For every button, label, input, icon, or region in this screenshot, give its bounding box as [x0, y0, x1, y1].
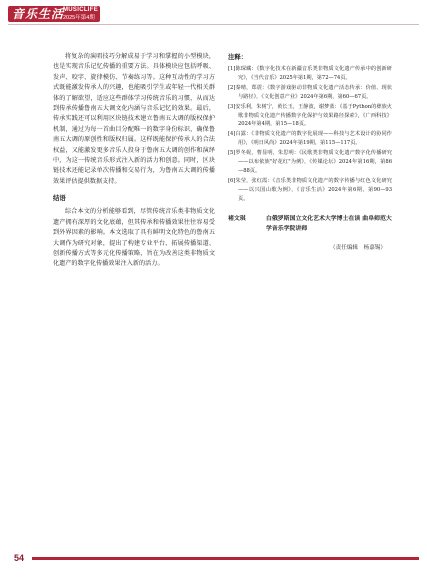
footer-band [32, 557, 419, 560]
responsible-editor: （责任编辑 杨嘉锡） [330, 244, 386, 251]
reference-item: [2]秦晴，郑震：《数字游戏驱动非物质文化遗产活态传承：价值、现状与路径》，《文化创意产业》2024年第6期，第60—67页。 [228, 84, 392, 100]
magazine-logo: 音乐生活 [12, 7, 65, 21]
reference-item: [4]白露：《非物质文化遗产的数字化展现——科技与艺术设计的协同作用》，《明日风尚》2024年第19期，第115—117页。 [228, 131, 392, 147]
author-bio: 白俄罗斯国立文化艺术大学博士在读 曲阜师范大学音乐学院讲师 [266, 215, 392, 232]
author-note [228, 214, 392, 234]
conclusion-paragraph: 综合本文的分析能够看到，尽管传统音乐类非物质文化遗产拥有深厚的文化底蕴，但其传承和传播效果往往容易受到外界因素的影响。本文选取了具有鲜明文化特色的鲁南五大调作为研究对象，提出了构建专业平台、拓展传播渠道、创新传播方式等多元化传播策略，旨在为改善这类非物质文化遗产的数字化传播效果注入新的活力。 [53, 208, 215, 268]
reference-item: [1]陈琛藏：《数字化技术在新疆音乐类非物质文化遗产传承中的创新研究》，《当代音乐》2025年第1期，第72—74页。 [228, 66, 392, 81]
left-column [53, 52, 215, 270]
right-column [228, 52, 392, 253]
page-number: 54 [14, 553, 25, 563]
page-header [0, 0, 427, 26]
notes-heading: 注释： [228, 53, 248, 61]
author-name: 褚文琪 [228, 215, 246, 222]
reference-item: [6]朱莹，张红霞：《音乐类非物质文化遗产的数字传播与红色文化研究——以兴国山歌为例》，《音乐生活》2024年第6期，第90—93页。 [228, 177, 392, 202]
reference-item: [3]安乐利，朱树宁，黄长玉，王静波，谢梦蓝：《基于Python的彝族火歌非物质文化遗产传播数字化保护与效果路径探索》，《广西科技》2024年第4期，第15—18页。 [228, 103, 392, 128]
body-paragraph: 将复杂的演唱技巧分解成易于学习和掌握的小型模块，也是实现音乐记忆传播的重要方法。具体模块应包括呼吸、发声、咬字、旋律模仿、节奏练习等。这种互动性的学习方式既能激发传承人的兴趣，也能吸引学生或年轻一代相关群体的了解欲望，适应这些群体学习传统音乐的习惯，从而达到传承传播鲁南五大调文化内涵与音乐记忆的效果。最后，传承实践还可以利用区块链技术建立鲁南五大调的版权保护机制，通过为每一首曲目分配唯一的数字身份标识，确保鲁南五大调的原创性和版权归属。这样既能保护传承人的合法权益，又能激发更多音乐人投身于鲁南五大调的创作和演绎中，为这一传统音乐形式注入新的活力和创意。同时，区块链技术还能记录单次传播和交易行为，为鲁南五大调的传播效果评估提供数据支持。 [53, 53, 215, 185]
reference-item: [5]罗冬妮，曹显明，朱思明：《民歌类非物质文化遗产数字化传播研究——以布依族"好花红"为例》，《传媒论坛》2024年第16期，第86—88页。 [228, 150, 392, 174]
header-divider [8, 24, 419, 25]
issue-label: 2025年第4期 [63, 15, 95, 21]
magazine-name-en: MUSICLIFE [63, 7, 99, 13]
conclusion-heading: 结语 [53, 194, 66, 203]
